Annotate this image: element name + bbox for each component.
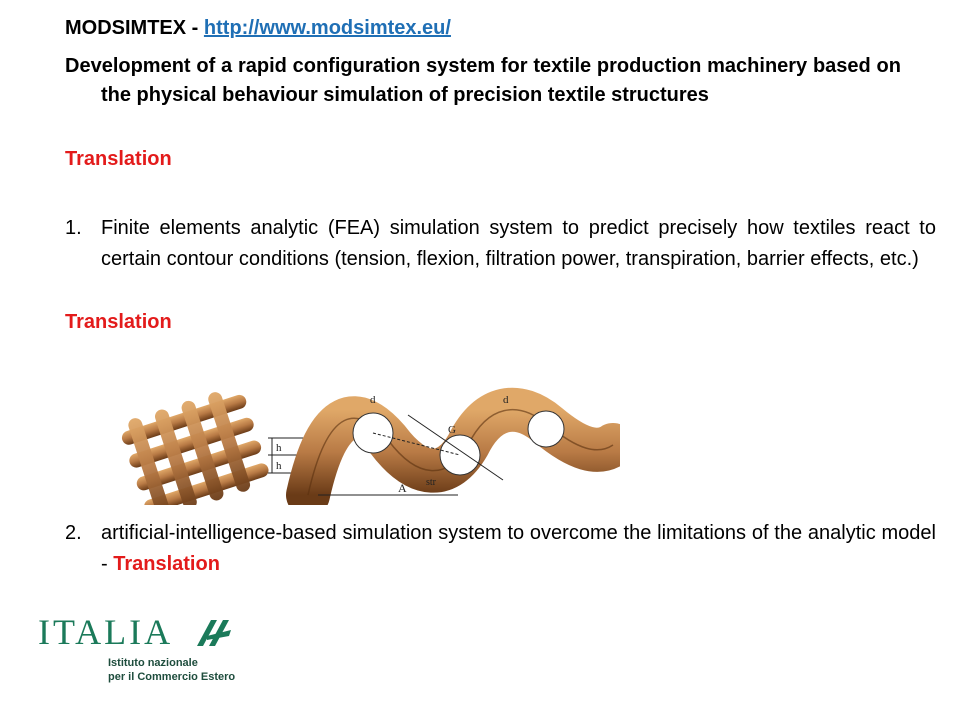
logo-wordmark: ITALIA xyxy=(38,612,174,652)
list-item-1 xyxy=(65,213,936,275)
title-line xyxy=(65,14,451,42)
label-g: G xyxy=(448,424,456,436)
list-item-1-number: 1. xyxy=(65,217,82,239)
label-dh: d xyxy=(370,394,376,406)
translation-link-1[interactable]: Translation xyxy=(65,148,172,170)
list-item-2-number: 2. xyxy=(65,522,82,544)
woven-fabric-image xyxy=(117,385,273,505)
yarn-cross-section-diagram xyxy=(268,394,613,495)
project-description: Development of a rapid configuration system for textile production machinery based on the physical behaviour simulation of precision textile structures xyxy=(65,55,901,106)
list-item-1-text: Finite elements analytic (FEA) simulation system to predict precisely how textiles react to certain contour conditions (tension, flexion, filtration power, transpiration, barrier effects, etc.) xyxy=(101,217,936,270)
list-item-2 xyxy=(65,518,936,580)
ice-logo xyxy=(38,612,278,692)
logo-subtitle-line-2: per il Commercio Estero xyxy=(108,671,236,683)
list-item-2-text: artificial-intelligence-based simulation system to overcome the limitations of the analytic model - xyxy=(101,522,936,575)
logo-subtitle xyxy=(108,656,235,684)
label-do: d xyxy=(503,394,509,406)
label-dstr: str xyxy=(426,477,436,488)
label-a: A xyxy=(398,481,407,495)
translation-link-3[interactable]: Translation xyxy=(113,553,220,575)
title-separator: - xyxy=(186,17,204,39)
project-name: MODSIMTEX xyxy=(65,17,187,39)
translation-link-2[interactable]: Translation xyxy=(65,311,172,333)
ice-arrows-icon xyxy=(193,616,233,650)
logo-subtitle-line-1: Istituto nazionale xyxy=(108,657,198,669)
project-url-link[interactable]: http://www.modsimtex.eu/ xyxy=(203,17,451,39)
label-ho: h xyxy=(276,460,282,472)
textile-structure-figure xyxy=(108,385,620,505)
label-hu: h xyxy=(276,442,282,454)
